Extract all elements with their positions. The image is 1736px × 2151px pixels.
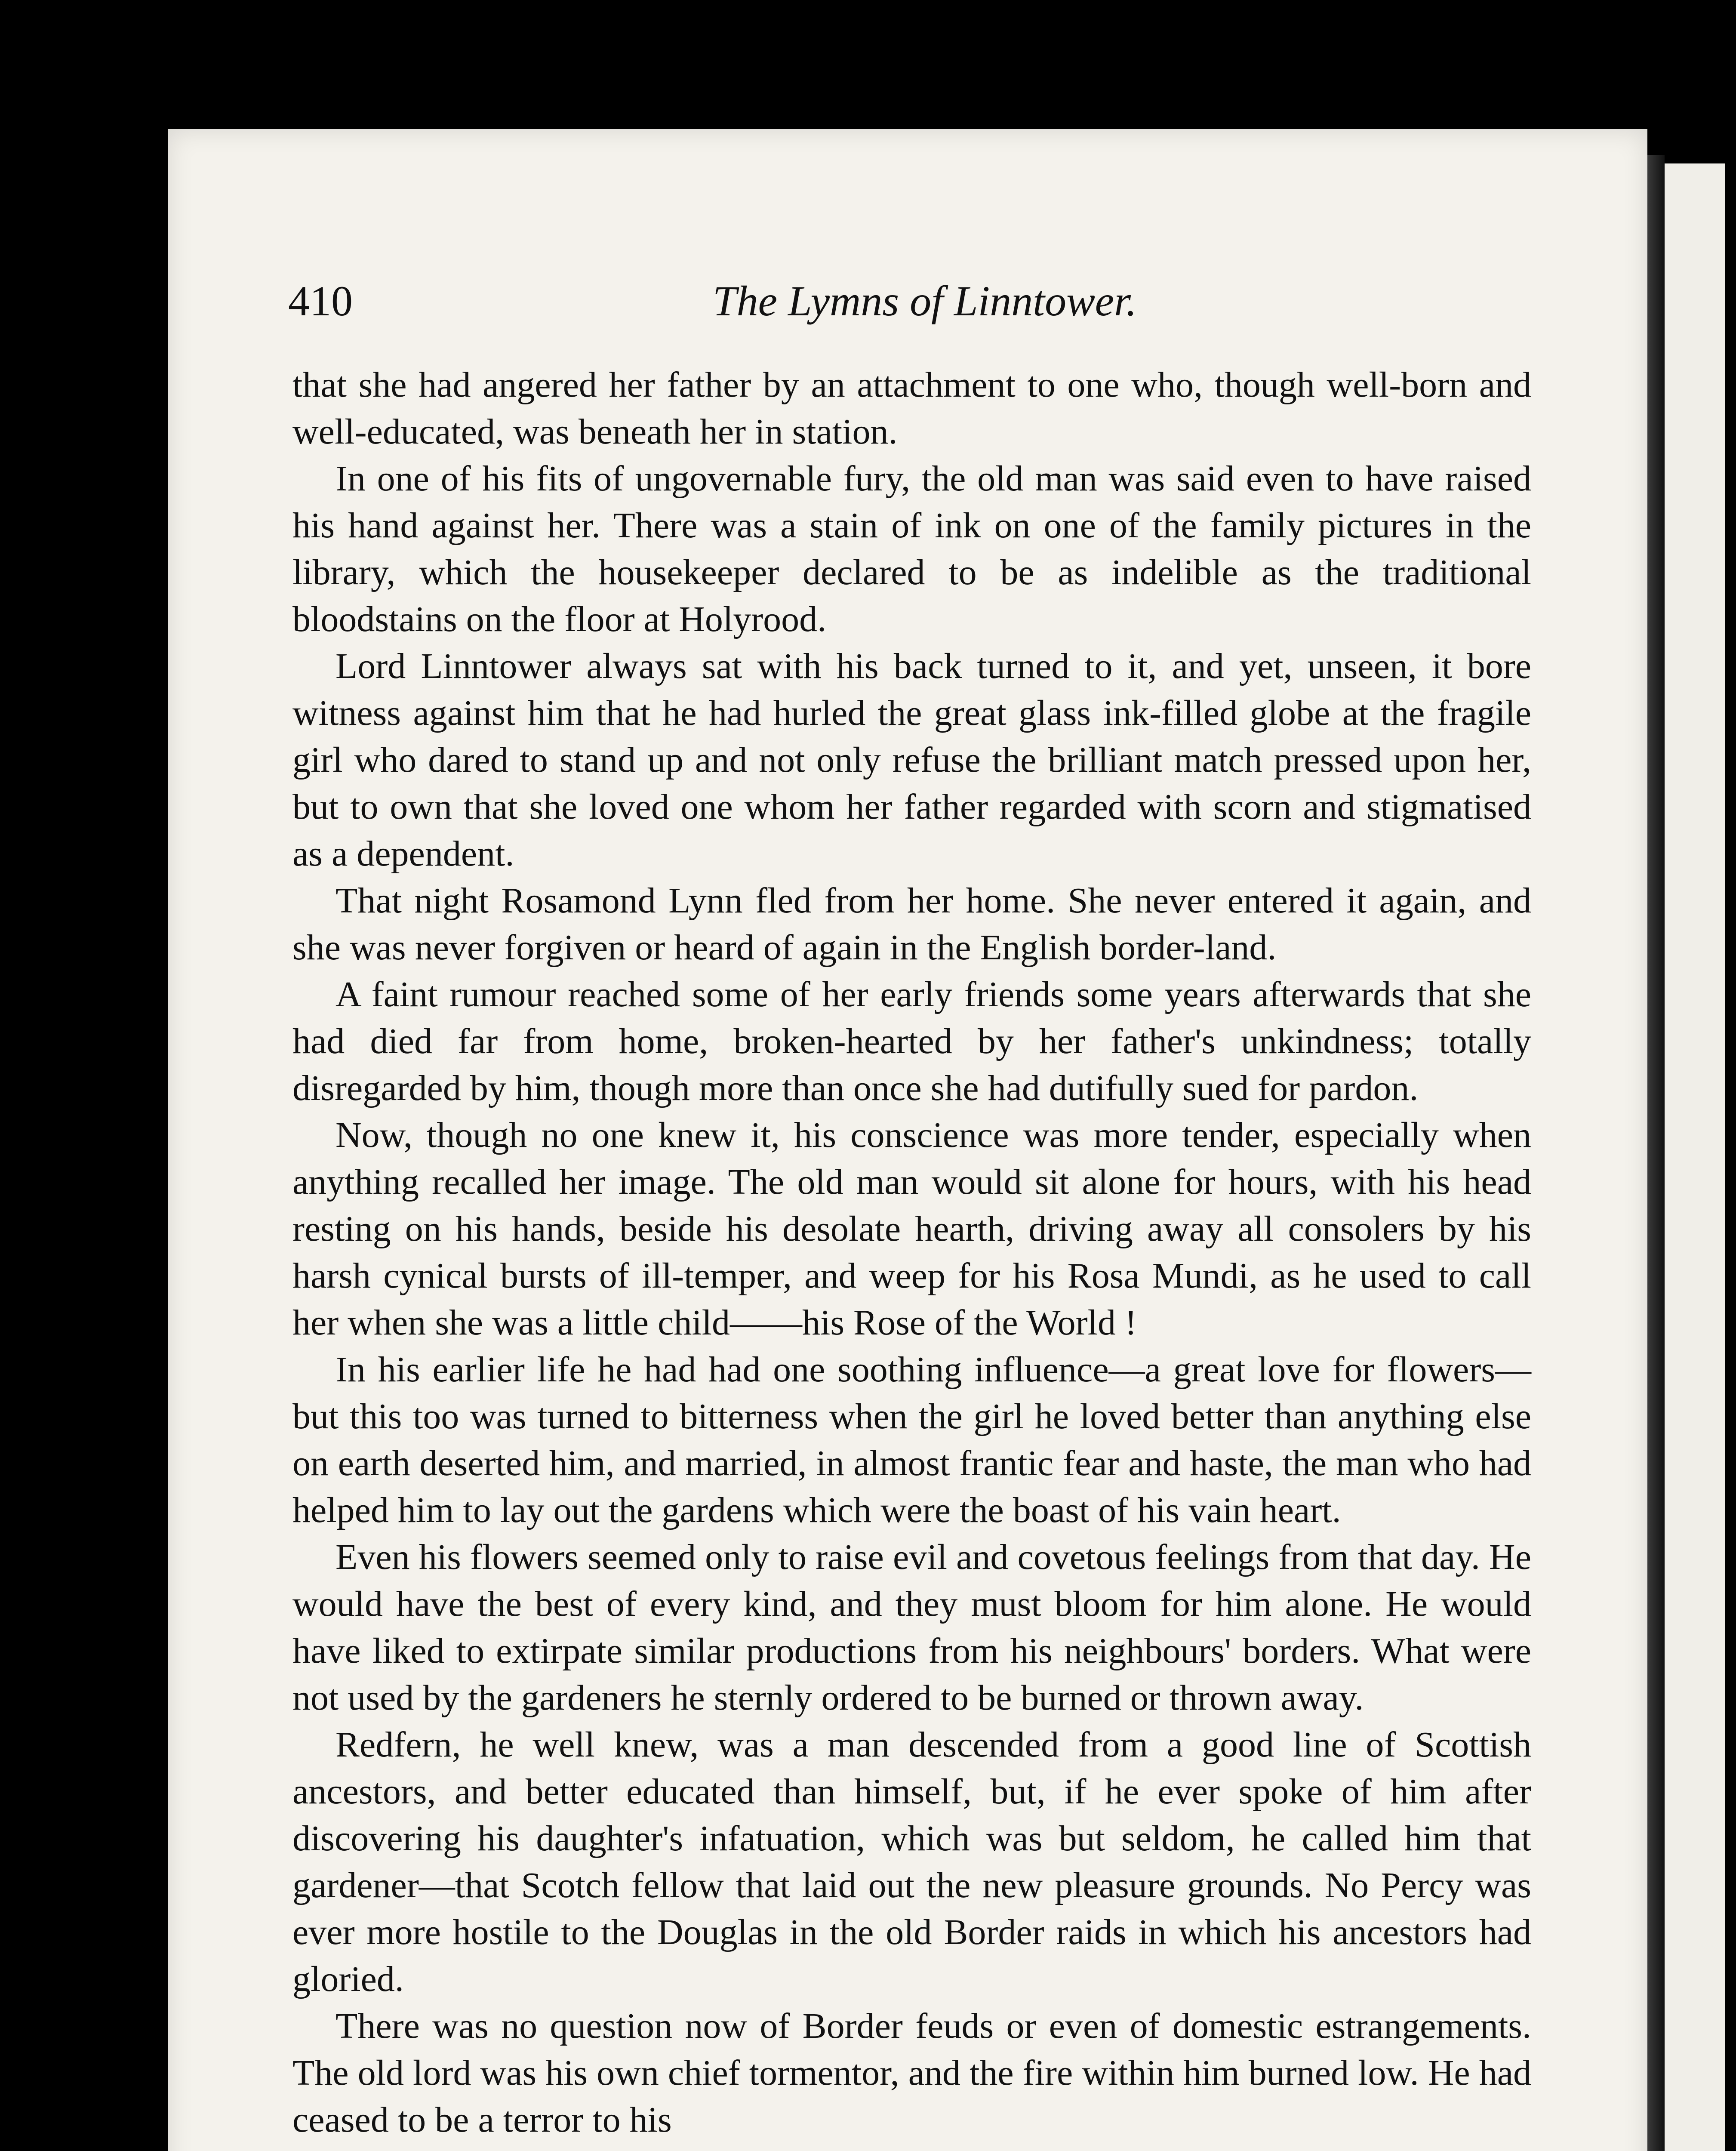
- paragraph: That night Rosamond Lynn fled from her home. She never entered it again, and she was never forgiven or heard of again in the English border-land.: [292, 881, 1531, 968]
- paragraph: In one of his fits of ungovernable fury, the old man was said even to have raised his hand against her. There was a stain of ink on one of the family pictures in the library, which the housekeeper declared to be as indelible as the traditional bloodstains on the floor at Holyrood.: [292, 459, 1531, 639]
- paragraph: Even his flowers seemed only to raise evil and covetous feelings from that day. He would have the best of every kind, and they must bloom for him alone. He would have liked to extirpate similar productions from his neighbours' borders. What were not used by the gardeners he sternly ordered to be burned or thrown away.: [292, 1537, 1531, 1718]
- paragraph: There was no question now of Border feuds or even of domestic estrangements. The old lord was his own chief tormentor, and the fire within him burned low. He had ceased to be a terror to his: [292, 2006, 1531, 2140]
- paragraph: In his earlier life he had had one soothing influence—a great love for flowers—but this too was turned to bitterness when the girl he loved better than anything else on earth deserted him, and married, in almost frantic fear and haste, the man who had helped him to lay out the gardens which were the boast of his vain heart.: [292, 1350, 1531, 1530]
- book-spine-shadow: [1647, 155, 1665, 2151]
- paragraph: Lord Linntower always sat with his back turned to it, and yet, unseen, it bore witness against him that he had hurled the great glass ink-filled globe at the fragile girl who dared to stand up and not only refuse the brilliant match pressed upon her, but to own that she loved one whom her father regarded with scorn and stigmatised as a dependent.: [292, 646, 1531, 874]
- paragraph: Now, though no one knew it, his conscience was more tender, especially when anything recalled her image. The old man would sit alone for hours, with his head resting on his hands, beside his desolate hearth, driving away all consolers by his harsh cynical bursts of ill-temper, and weep for his Rosa Mundi, as he used to call her when she was a little child——his Rose of the World !: [292, 1115, 1531, 1343]
- page-header: [288, 271, 1561, 331]
- book-page: [168, 129, 1647, 2151]
- paragraph: that she had angered her father by an attachment to one who, though well-born and well-educated, was beneath her in station.: [292, 365, 1531, 452]
- body-text: [292, 361, 1531, 2143]
- page-number: 410: [288, 277, 353, 325]
- facing-page-edge: [1665, 163, 1725, 2151]
- paragraph: A faint rumour reached some of her early friends some years afterwards that she had died far from home, broken-hearted by her father's unkindness; totally disregarded by him, though more than once she had dutifully sued for pardon.: [292, 974, 1531, 1108]
- running-title: The Lymns of Linntower.: [712, 277, 1137, 325]
- paragraph: Redfern, he well knew, was a man descended from a good line of Scottish ancestors, and better educated than himself, but, if he ever spoke of him after discovering his daughter's infatuation, which was but seldom, he called him that gardener—that Scotch fellow that laid out the new pleasure grounds. No Percy was ever more hostile to the Douglas in the old Border raids in which his ancestors had gloried.: [292, 1725, 1531, 1999]
